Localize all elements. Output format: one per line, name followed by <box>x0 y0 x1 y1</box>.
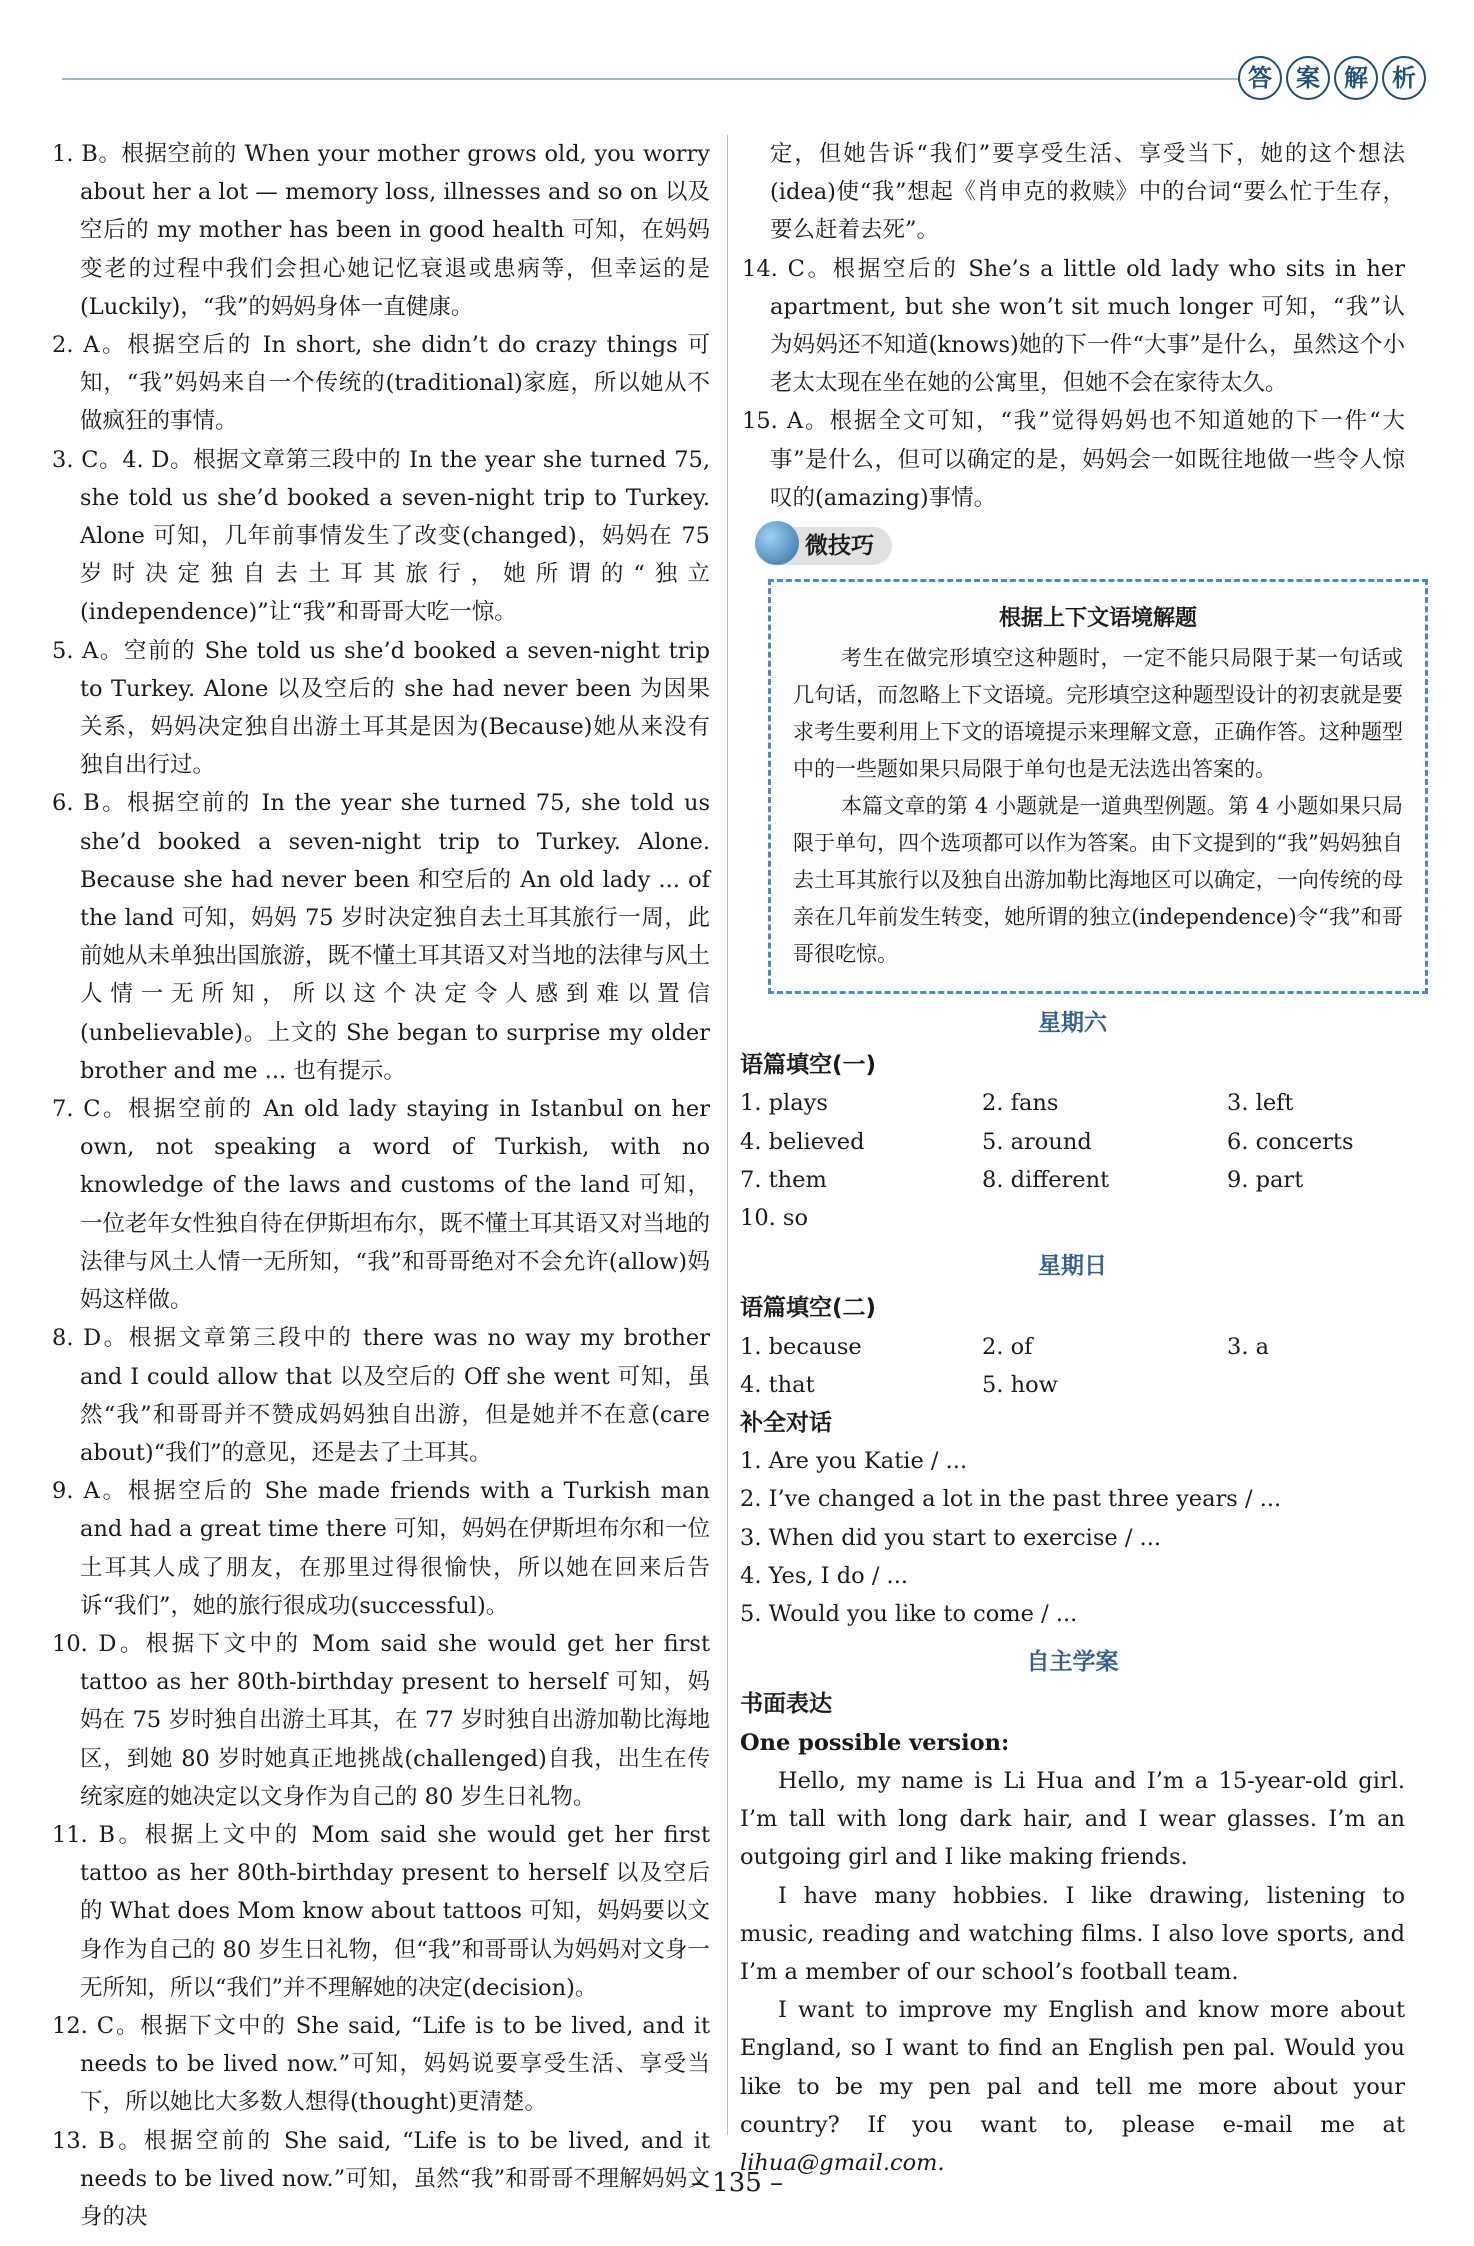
tip-paragraph: 考生在做完形填空这种题时，一定不能只局限于某一句话或几句话，而忽略上下文语境。完形填空这种题型设计的初衷就是要求考生要利用上下文的语境提示来理解文意，正确作答。这种题型中的一些题如果只局限于单句也是无法选出答案的。 <box>793 646 1403 782</box>
cloze-one-heading: 语篇填空(一) <box>740 1052 877 1079</box>
answer-item: 1. B。根据空前的 When your mother grows old, you worry about her a lot — memory loss, illnesses and so on 以及空后的 my mother has been in good health 可知，在妈妈变老的过程中我们会担心她记忆衰退或患病等，但幸运的是(Luckily)，“我”的妈妈身体一直健康。 <box>52 141 710 320</box>
answer-item: 6. B。根据空前的 In the year she turned 75, she told us she’d booked a seven-night trip to Turkey. Alone. Because she had never been 和空后的 An old lady ... of the land 可知，妈妈 75 岁时决定独自去土耳其旅行一周，此前她从未单独出国旅游，既不懂土耳其语又对当地的法律与风土人情一无所知，所以这个决定令人感到难以置信(unbelievable)。上文的 She began to surprise my older brother and me ... 也有提示。 <box>52 790 711 1084</box>
section-tab-answers <box>1238 56 1426 100</box>
essay-paragraph <box>740 1991 1405 2182</box>
answer-cell: 3. left <box>1227 1090 1294 1117</box>
answer-item: 12. C。根据下文中的 She said, “Life is to be lived, and it needs to be lived now.”可知，妈妈说要享受生活、享受当下，所以她比大多数人想得(thought)更清楚。 <box>52 2012 710 2116</box>
answer-cell: 4. that <box>740 1371 815 1398</box>
answer-item: 7. C。根据空前的 An old lady staying in Istanbul on her own, not speaking a word of Turkish, with no knowledge of the laws and customs of the land 可知，一位老年女性独自待在伊斯坦布尔，既不懂土耳其语又对当地的法律与风土人情一无所知，“我”和哥哥绝对不会允许(allow)妈妈这样做。 <box>52 1096 711 1314</box>
answer-item: 5. A。空前的 She told us she’d booked a seven-night trip to Turkey. Alone 以及空后的 she had never been 为因果关系，妈妈决定独自出游土耳其是因为(Because)她从来没有独自出行过。 <box>52 637 710 779</box>
answer-item: 8. D。根据文章第三段中的 there was no way my brother and I could allow that 以及空后的 Off she went 可知，虽然“我”和哥哥并不赞成妈妈独自出游，但是她并不在意(care about)“我们”的意见，还是去了土耳其。 <box>52 1325 710 1466</box>
email-address: lihua@gmail.com. <box>740 2149 945 2176</box>
answer-item: 3. C。4. D。根据文章第三段中的 In the year she turned 75, she told us she’d booked a seven-night trip to Turkey. Alone 可知，几年前事情发生了改变(changed)，妈妈在 75 岁时决定独自去土耳其旅行，她所谓的“独立(independence)”让“我”和哥哥大吃一惊。 <box>52 446 710 626</box>
essay-paragraph: I have many hobbies. I like drawing, listening to music, reading and watching films. I also love sports, and I’m a member of our school’s football team. <box>740 1882 1405 1985</box>
tip-ball-icon <box>755 521 799 565</box>
answer-cell: 1. plays <box>740 1090 828 1117</box>
answer-cell: 6. concerts <box>1227 1128 1354 1155</box>
answer-item: 14. C。根据空后的 She’s a little old lady who sits in her apartment, but she won’t sit much longer 可知，“我”认为妈妈还不知道(knows)她的下一件“大事”是什么，虽然这个小老太太现在坐在她的公寓里，但她不会在家待太久。 <box>742 255 1405 397</box>
column-divider <box>727 135 728 2135</box>
answer-cell: 1. because <box>740 1333 862 1360</box>
dialog-answer: 3. When did you start to exercise / ... <box>740 1524 1162 1551</box>
saturday-heading: 星期六 <box>1038 1010 1107 1037</box>
dialog-answer: 5. Would you like to come / ... <box>740 1601 1078 1628</box>
page-number: – 135 – <box>690 2168 784 2198</box>
tip-title: 根据上下文语境解题 <box>998 606 1197 632</box>
answer-cell: 3. a <box>1227 1333 1270 1360</box>
answer-cell: 5. around <box>982 1128 1092 1155</box>
sample-essay <box>740 1762 1405 2182</box>
dialog-answer: 4. Yes, I do / ... <box>740 1562 909 1589</box>
version-label: One possible version: <box>740 1729 1010 1756</box>
saturday-answers <box>740 1084 1405 1237</box>
answer-item: 10. D。根据下文中的 Mom said she would get her first tattoo as her 80th-birthday present to herself 可知，妈妈在 75 岁时独自出游土耳其，在 77 岁时独自出游加勒比海地区，到她 80 岁时她真正地挑战(challenged)自我，出生在传统家庭的她决定以文身作为自己的 80 岁生日礼物。 <box>52 1630 710 1810</box>
dialog-heading: 补全对话 <box>740 1410 832 1437</box>
header-rule <box>62 78 1242 80</box>
left-column <box>50 135 710 2236</box>
answer-cell: 2. of <box>982 1333 1033 1360</box>
self-study-heading: 自主学案 <box>1026 1649 1119 1676</box>
cloze-two-heading: 语篇填空(二) <box>740 1295 877 1322</box>
answer-item-continued: 定，但她告诉“我们”要享受生活、享受当下，她的这个想法(idea)使“我”想起《肖申克的救赎》中的台词“要么忙于生存，要么赶着去死”。 <box>770 141 1405 244</box>
answer-cell: 4. believed <box>740 1128 865 1155</box>
answer-item: 13. B。根据空前的 She said, “Life is to be lived, and it needs to be lived now.”可知，虽然“我”和哥哥不理解妈妈文身的决 <box>52 2127 710 2230</box>
tip-box <box>768 579 1428 994</box>
answer-cell: 5. how <box>982 1371 1058 1398</box>
essay-text: I want to improve my English and know more about England, so I want to find an English pen pal. Would you like to be my pen pal and tell me more about your country? If you want to, please e-mail me at <box>740 1997 1405 2138</box>
tip-label-text: 微技巧 <box>805 533 874 560</box>
sunday-answers <box>740 1328 1405 1404</box>
answer-item: 9. A。根据空后的 She made friends with a Turkish man and had a great time there 可知，妈妈在伊斯坦布尔和一位土耳其人成了朋友，在那里过得很愉快，所以她在回来后告诉“我们”，她的旅行很成功(successful)。 <box>52 1478 710 1619</box>
answer-cell: 8. different <box>982 1166 1110 1193</box>
answer-cell: 9. part <box>1227 1166 1304 1193</box>
dialog-answer: 2. I’ve changed a lot in the past three years / ... <box>740 1486 1282 1513</box>
answer-item: 2. A。根据空后的 In short, she didn’t do crazy things 可知，“我”妈妈来自一个传统的(traditional)家庭，所以她从不做疯狂的事情。 <box>52 332 710 435</box>
tab-char: 析 <box>1382 56 1426 100</box>
tab-char: 答 <box>1238 56 1282 100</box>
sunday-heading: 星期日 <box>1038 1253 1107 1280</box>
dialog-answer: 1. Are you Katie / ... <box>740 1448 968 1475</box>
answer-item: 15. A。根据全文可知，“我”觉得妈妈也不知道她的下一件“大事”是什么，但可以确定的是，妈妈会一如既往地做一些令人惊叹的(amazing)事情。 <box>742 408 1405 511</box>
writing-heading: 书面表达 <box>740 1691 832 1718</box>
answer-item: 11. B。根据上文中的 Mom said she would get her first tattoo as her 80th-birthday present to herself 以及空后的 What does Mom know about tattoos 可知，妈妈要以文身作为自己的 80 岁生日礼物，但“我”和哥哥认为妈妈对文身一无所知，所以“我们”并不理解她的决定(decision)。 <box>52 1821 710 2001</box>
answer-cell: 10. so <box>740 1205 809 1232</box>
answer-cell: 7. them <box>740 1166 827 1193</box>
tip-label <box>755 527 892 565</box>
essay-paragraph: Hello, my name is Li Hua and I’m a 15-year-old girl. I’m tall with long dark hair, and I wear glasses. I’m an outgoing girl and I like making friends. <box>740 1767 1405 1871</box>
answer-cell: 2. fans <box>982 1090 1059 1117</box>
tab-char: 解 <box>1334 56 1378 100</box>
tab-char: 案 <box>1286 56 1330 100</box>
right-column <box>740 135 1405 2182</box>
tip-paragraph: 本篇文章的第 4 小题就是一道典型例题。第 4 小题如果只局限于单句，四个选项都可以作为答案。由下文提到的“我”妈妈独自去土耳其旅行以及独自出游加勒比海地区可以确定，一向传统的母亲在几年前发生转变，她所谓的独立(independence)令“我”和哥哥很吃惊。 <box>793 794 1403 967</box>
